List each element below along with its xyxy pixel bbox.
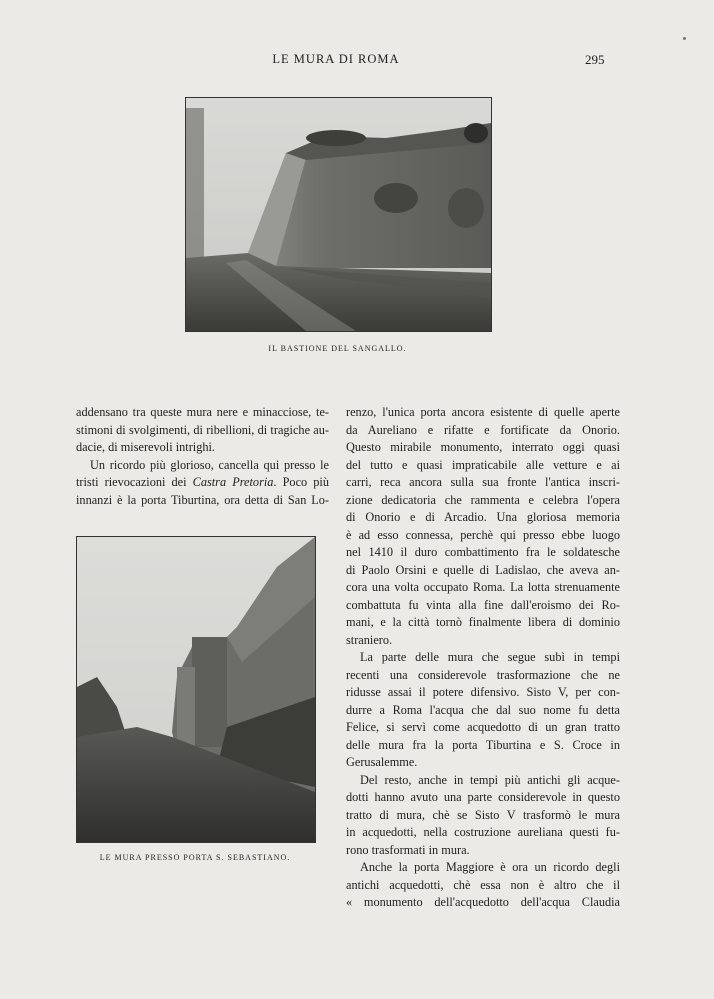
text-fragment: tristi rievocazioni dei	[76, 475, 193, 489]
text-line: renzo, l'unica porta ancora esistente di quelle aperte	[346, 405, 620, 419]
text-line: durre a Roma l'acqua che dal suo nome fu detta	[346, 702, 620, 717]
text-line: dacie, di miserevoli intrighi.	[76, 440, 215, 454]
text-line: combattuta fu vinta alla fine dall'eroismo dei Ro-	[346, 597, 620, 612]
text-line: è ad esso connessa, perchè qui presso ebbe luogo	[346, 527, 620, 542]
text-line: La parte delle mura che segue subì in tempi	[360, 650, 620, 664]
text-line: Felice, si servì come acquedotto di un gran tratto	[346, 720, 620, 734]
bastion-photo	[185, 97, 492, 332]
text-line	[76, 474, 329, 492]
text-line: del tutto e quasi impraticabile alle vetture e ai	[346, 457, 620, 472]
text-line: Gerusalemme.	[346, 755, 418, 769]
text-line: Un ricordo più glorioso, cancella qui presso le	[90, 457, 329, 472]
text-line: di Onorio e di Arcadio. Una gloriosa memoria	[346, 510, 620, 524]
page-number: 295	[585, 52, 605, 67]
text-line: carri, reca ancora sulla sua fronte l'antica inscri-	[346, 475, 620, 489]
text-line: antichi acquedotti, chè essa non è altro che il	[346, 877, 620, 892]
right-column-text	[346, 404, 620, 912]
text-line: « monumento dell'acquedotto dell'acqua Claudia	[346, 895, 620, 909]
text-line: mani, e la città tornò finalmente libera di dominio	[346, 615, 620, 629]
running-title: LE MURA DI ROMA	[272, 52, 400, 66]
text-line: Questo mirabile monumento, interrato oggi quasi	[346, 440, 620, 454]
text-line: innanzi è la porta Tiburtina, ora detta di San Lo-	[76, 492, 329, 507]
walls-photo-caption: LE MURA PRESSO PORTA S. SEBASTIANO.	[99, 853, 291, 862]
left-column-text	[76, 404, 329, 509]
text-line: stimoni di svolgimenti, di ribellioni, di tragiche au-	[76, 422, 329, 437]
text-line: Anche la porta Maggiore è ora un ricordo degli	[360, 860, 620, 874]
italic-term: Castra Pretoria	[192, 475, 274, 489]
text-line: tratto di mura, chè se Sisto V trasformò le mura	[346, 807, 620, 822]
text-line: cora una volta occupato Roma. La lotta strenuamente	[346, 580, 620, 594]
paper-speck	[683, 37, 686, 40]
text-line: di Paolo Orsini e quelle di Ladislao, che aveva an-	[346, 562, 620, 577]
text-line: in acquedotti, nella costruzione aureliana questi fu-	[346, 825, 620, 839]
bastion-photo-caption: IL BASTIONE DEL SANGALLO.	[268, 344, 407, 353]
text-line: delle mura fra la porta Tiburtina e S. Croce in	[346, 737, 620, 752]
text-line: addensano tra queste mura nere e minacciose, te-	[76, 405, 329, 419]
text-line: Del resto, anche in tempi più antichi gli acque-	[360, 772, 620, 787]
text-line: ridusse assai il potere difensivo. Sisto V, per con-	[346, 685, 620, 699]
text-line: dotti hanno avuto una parte considerevole in questo	[346, 790, 620, 804]
text-line: recenti una considerevole trasformazione che ne	[346, 667, 620, 682]
text-line: straniero.	[346, 632, 393, 647]
walls-photo	[76, 536, 316, 843]
text-line: zione dedicatoria che rammenta e celebra l'opera	[346, 492, 620, 507]
text-fragment: . Poco più	[273, 475, 329, 489]
text-line: rono trasformati in mura.	[346, 842, 470, 857]
text-line: nel 1410 il duro combattimento fra le soldatesche	[346, 545, 620, 559]
text-line: da Aureliano e rifatte e fortificate da Onorio.	[346, 422, 620, 437]
